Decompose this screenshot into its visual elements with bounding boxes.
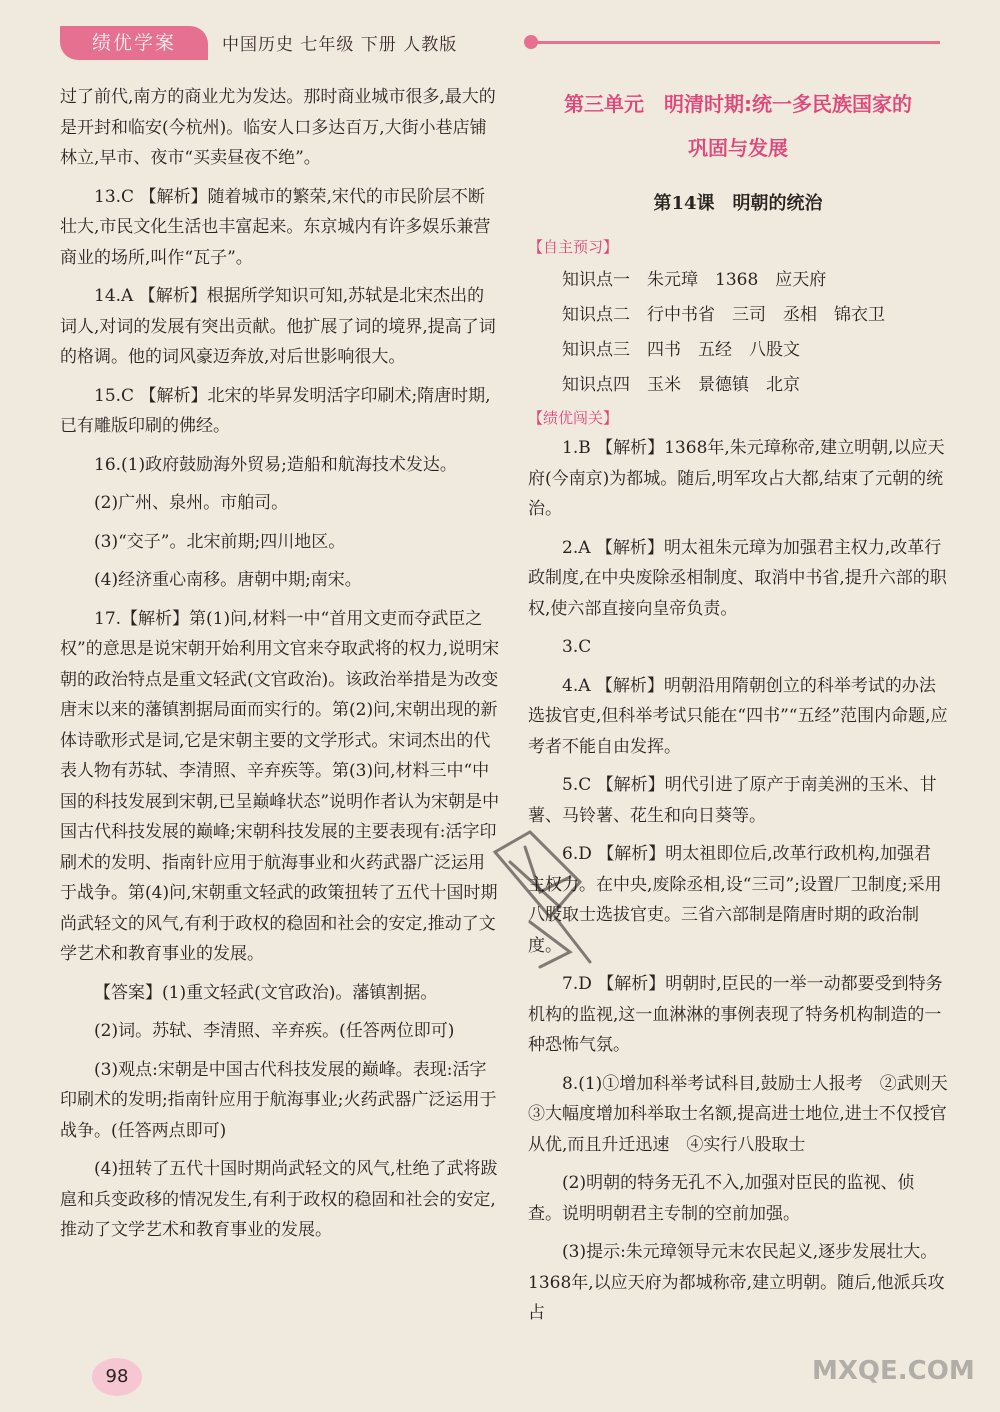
right-column [528,82,948,1329]
brand-tab: 绩优学案 [60,26,208,60]
answer-paragraph: 15.C 【解析】北宋的毕昇发明活字印刷术;隋唐时期,已有雕版印刷的佛经。 [60,385,491,436]
header-rule [532,41,940,44]
watermark-text: MXQE.COM [812,1356,975,1386]
page-number: 98 [92,1358,142,1396]
answer-paragraph: (4)扭转了五代十国时期尚武轻文的风气,杜绝了武将跋扈和兵变政移的情况发生,有利于政权的稳固和社会的安定,推动了文学艺术和教育事业的发展。 [60,1159,498,1240]
answer-paragraph: 过了前代,南方的商业尤为发达。那时商业城市很多,最大的是开封和临安(今杭州)。临安人口多达百万,大街小巷店铺林立,早市、夜市“买卖昼夜不绝”。 [60,87,496,168]
lesson-title: 第14课 明朝的统治 [653,193,823,214]
book-subject: 中国历史 七年级 下册 人教版 [222,35,458,55]
answer-paragraph: (4)经济重心南移。唐朝中期;南宋。 [94,570,362,590]
answer-paragraph: 14.A 【解析】根据所学知识可知,苏轼是北宋杰出的词人,对词的发展有突出贡献。他扩展了词的境界,提高了词的格调。他的词风豪迈奔放,对后世影响很大。 [60,286,496,367]
knowledge-point: 知识点一 朱元璋 1368 应天府 [562,269,827,290]
left-column [60,82,500,1246]
answer-paragraph: 8.(1)①增加科举考试科目,鼓励士人报考 ②武则天③大幅度增加科举取士名额,提高进士地位,进士不仅授官从优,而且升迁迅速 ④实行八股取士 [528,1073,948,1155]
answer-paragraph: 【答案】(1)重文轻武(文官政治)。藩镇割据。 [94,982,438,1003]
knowledge-point: 知识点二 行中书省 三司 丞相 锦衣卫 [562,304,885,325]
answer-paragraph: 6.D 【解析】明太祖即位后,改革行政机构,加强君主权力。在中央,废除丞相,设“三司”;设置厂卫制度;采用八股取士选拔官吏。三省六部制是隋唐时期的政治制度。 [528,844,942,956]
answer-paragraph: (3)观点:宋朝是中国古代科技发展的巅峰。表现:活字印刷术的发明;指南针应用于航海事业;火药武器广泛运用于战争。(任答两点即可) [60,1059,497,1141]
answer-paragraph: 1.B 【解析】1368年,朱元璋称帝,建立明朝,以应天府(今南京)为都城。随后,明军攻占大都,结束了元朝的统治。 [528,438,945,519]
answer-paragraph: 2.A 【解析】明太祖朱元璋为加强君主权力,改革行政制度,在中央废除丞相制度、取消中书省,提升六部的职权,使六部直接向皇帝负责。 [528,537,947,619]
section-label-preview: 【自主预习】 [528,238,619,256]
section-label-practice: 【绩优闯关】 [528,408,619,427]
answer-paragraph: (3)“交子”。北宋前期;四川地区。 [94,531,346,552]
answer-paragraph: (3)提示:朱元璋领导元末农民起义,逐步发展壮大。1368年,以应天府为都城称帝,建立明朝。随后,他派兵攻占 [528,1242,945,1323]
answer-paragraph: 13.C 【解析】随着城市的繁荣,宋代的市民阶层不断壮大,市民文化生活也丰富起来。东京城内有许多娱乐兼营商业的场所,叫作“瓦子”。 [60,186,491,268]
answer-paragraph: (2)广州、泉州。市舶司。 [94,493,289,513]
unit-title [528,82,948,170]
knowledge-point: 知识点三 四书 五经 八股文 [562,339,800,360]
answer-paragraph: 4.A 【解析】明朝沿用隋朝创立的科举考试的办法选拔官吏,但科举考试只能在“四书”“五经”范围内命题,应考者不能自由发挥。 [528,675,948,757]
answer-paragraph: (2)明朝的特务无孔不入,加强对臣民的监视、侦查。说明明朝君主专制的空前加强。 [528,1173,915,1224]
answer-paragraph: (2)词。苏轼、李清照、辛弃疾。(任答两位即可) [94,1021,455,1041]
knowledge-point: 知识点四 玉米 景德镇 北京 [562,374,800,395]
unit-title-line1: 第三单元 明清时期:统一多民族国家的 [564,92,912,116]
page-header [60,22,940,62]
answer-paragraph: 16.(1)政府鼓励海外贸易;造船和航海技术发达。 [94,454,457,475]
handwritten-stamp [470,822,620,972]
answer-paragraph: 5.C 【解析】明代引进了原产于南美洲的玉米、甘薯、马铃薯、花生和向日葵等。 [528,775,937,826]
answer-paragraph: 3.C [562,637,592,657]
unit-title-line2: 巩固与发展 [688,136,788,160]
answer-paragraph: 7.D 【解析】明朝时,臣民的一举一动都要受到特务机构的监视,这一血淋淋的事例表现了特务机构制造的一种恐怖气氛。 [528,974,943,1055]
answer-paragraph: 17.【解析】第(1)问,材料一中“首用文吏而夺武臣之权”的意思是说宋朝开始利用文官来夺取武将的权力,说明宋朝的政治特点是重文轻武(文官政治)。该政治举措是为改变唐末以来的藩镇割据局面而实行的。第(2)问,宋朝出现的新体诗歌形式是词,它是宋朝主要的文学形式。宋词杰出的代表人物有苏轼、李清照、辛弃疾等。第(3)问,材料三中“中国的科技发展到宋朝,已呈巅峰状态”说明作者认为宋朝是中国古代科技发展的巅峰;宋朝科技发展的主要表现有:活字印刷术的发明、指南针应用于航海事业和火药武器广泛运用于战争。第(4)问,宋朝重文轻武的政策扭转了五代十国时期尚武轻文的风气,有利于政权的稳固和社会的安定,推动了文学艺术和教育事业的发展。 [60,608,500,964]
